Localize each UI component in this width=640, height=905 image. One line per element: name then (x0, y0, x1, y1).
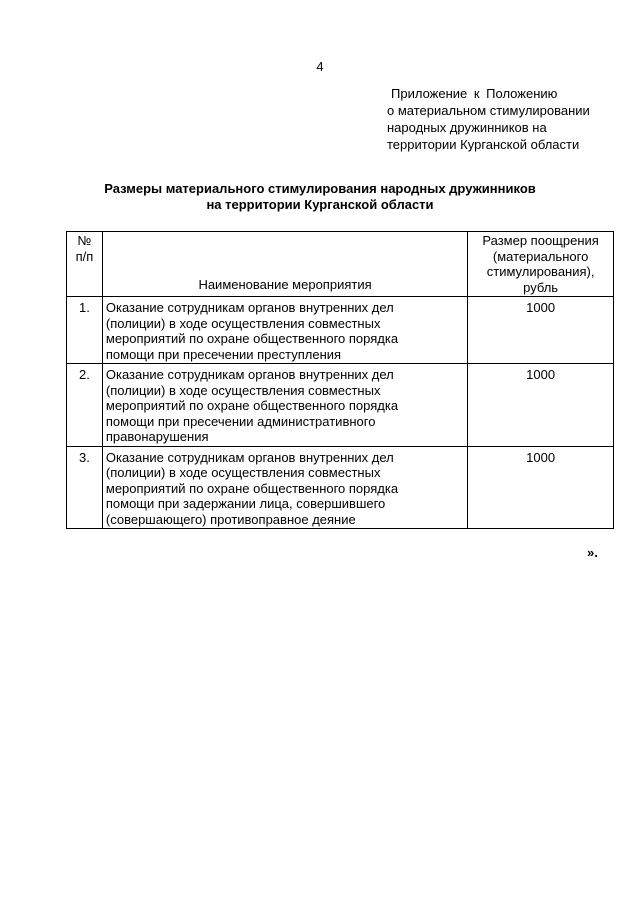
event-line: мероприятий по охране общественного порядка (105, 331, 399, 346)
appendix-line: территории Курганской области (387, 137, 580, 152)
header-size-line: рубль (523, 279, 559, 295)
header-size-line: Размер поощрения (482, 233, 599, 248)
event-line: Оказание сотрудникам органов внутренних дел (105, 449, 394, 465)
row-number: 1. (67, 297, 103, 364)
row-number: 2. (67, 364, 103, 447)
title-line: Размеры материального стимулирования народных дружинников (104, 181, 536, 196)
row-number: 3. (67, 446, 103, 529)
closing-quote-mark: ». (587, 545, 598, 560)
event-line: (совершающего) противоправное деяние (105, 511, 356, 527)
table-row (67, 364, 614, 447)
header-size-line: стимулирования), (486, 264, 595, 279)
event-line: помощи при задержании лица, совершившего (105, 496, 386, 511)
page-number: 4 (316, 59, 324, 74)
title-line: на территории Курганской области (206, 197, 434, 212)
header-number-line: п/п (75, 248, 94, 264)
appendix-heading (387, 85, 590, 153)
row-amount: 1000 (468, 446, 614, 529)
event-line: помощи при пресечении административного (105, 413, 376, 429)
event-line: Оказание сотрудникам органов внутренних дел (105, 367, 394, 382)
event-line: мероприятий по охране общественного порядка (105, 398, 399, 413)
row-event-name (102, 364, 467, 447)
header-event-name: Наименование мероприятия (102, 232, 467, 297)
event-line: правонарушения (105, 429, 209, 444)
row-event-name (102, 446, 467, 529)
event-line: Оказание сотрудникам органов внутренних дел (105, 300, 394, 315)
header-number-line: № (77, 233, 92, 248)
row-amount: 1000 (468, 297, 614, 364)
event-line: (полиции) в ходе осуществления совместных (105, 315, 381, 331)
table-row (67, 446, 614, 529)
event-line: (полиции) в ходе осуществления совместных (105, 465, 381, 480)
event-line: мероприятий по охране общественного порядка (105, 480, 399, 496)
appendix-line: Приложение к Положению (391, 86, 558, 101)
event-line: помощи при пресечении преступления (105, 346, 342, 362)
event-line: (полиции) в ходе осуществления совместных (105, 382, 381, 398)
row-event-name (102, 297, 467, 364)
appendix-line: о материальном стимулировании (387, 103, 590, 118)
document-title (0, 181, 640, 213)
header-reward-size (468, 232, 614, 297)
table-row (67, 297, 614, 364)
header-number (67, 232, 103, 297)
row-amount: 1000 (468, 364, 614, 447)
header-size-line: (материального (492, 248, 589, 264)
rewards-table (66, 231, 614, 529)
table-header-row (67, 232, 614, 297)
appendix-line: народных дружинников на (387, 120, 547, 135)
